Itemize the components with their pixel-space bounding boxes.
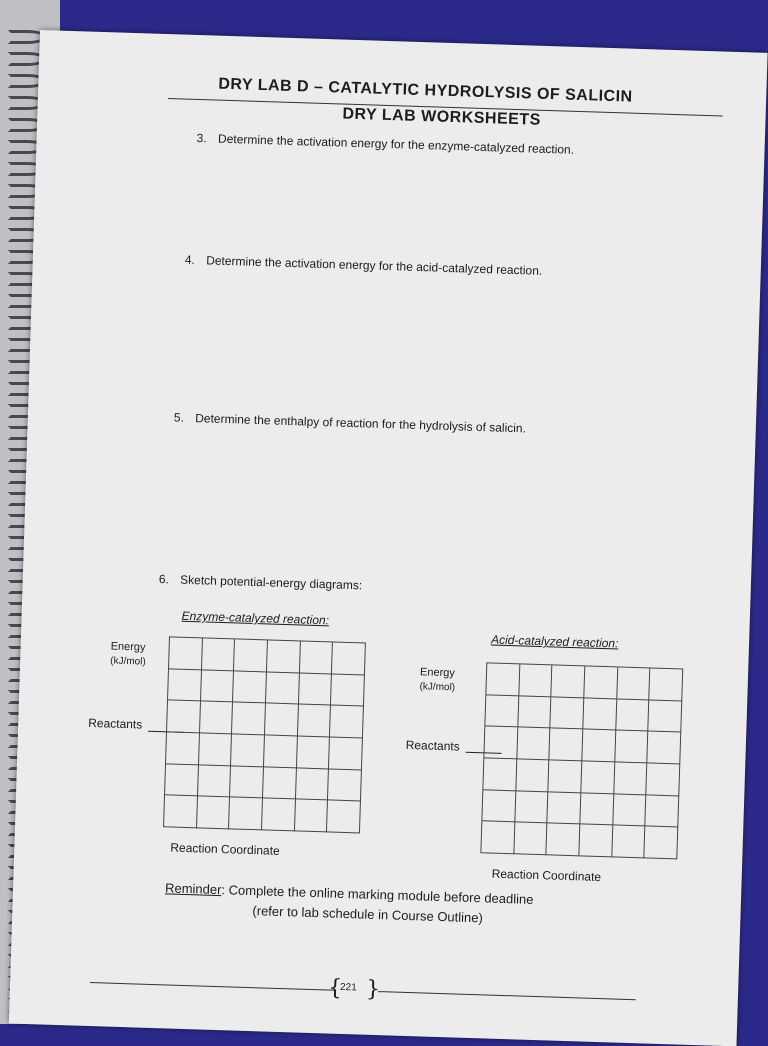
enzyme-diagram-title: Enzyme-catalyzed reaction: bbox=[181, 608, 330, 628]
page-subtitle: DRY LAB WORKSHEETS bbox=[342, 105, 542, 129]
question-text: Determine the activation energy for the acid-catalyzed reaction. bbox=[205, 253, 543, 278]
footer-rule-left bbox=[90, 982, 336, 991]
question-6 bbox=[159, 572, 363, 592]
question-number: 3. bbox=[196, 130, 207, 146]
acid-reactants-label: Reactants bbox=[405, 737, 460, 754]
question-number: 4. bbox=[184, 252, 196, 267]
footer-rule-right bbox=[378, 991, 636, 1000]
question-number: 5. bbox=[173, 410, 185, 425]
enzyme-energy-grid[interactable] bbox=[163, 636, 366, 833]
enzyme-y-label: Energy bbox=[110, 640, 146, 654]
question-text: Determine the enthalpy of reaction for the hydrolysis of salicin. bbox=[195, 411, 527, 436]
acid-x-label: Reaction Coordinate bbox=[491, 866, 602, 885]
question-text: Sketch potential-energy diagrams: bbox=[179, 572, 363, 593]
acid-y-label: Energy bbox=[419, 666, 456, 680]
page-title: DRY LAB D – CATALYTIC HYDROLYSIS OF SALICIN bbox=[218, 75, 633, 106]
enzyme-reactants-label: Reactants bbox=[88, 715, 143, 732]
enzyme-y-unit: (kJ/mol) bbox=[110, 655, 146, 668]
reminder-line-2: (refer to lab schedule in Course Outline) bbox=[252, 903, 484, 926]
question-5 bbox=[174, 410, 526, 435]
footer-brace-left: { bbox=[327, 975, 343, 1001]
question-number: 6. bbox=[158, 572, 170, 587]
reminder-label: Reminder bbox=[164, 880, 222, 898]
footer-brace-right: } bbox=[365, 976, 381, 1003]
acid-energy-grid[interactable] bbox=[480, 662, 683, 859]
question-text: Determine the activation energy for the enzyme-catalyzed reaction. bbox=[217, 131, 575, 157]
acid-diagram-title: Acid-catalyzed reaction: bbox=[490, 632, 619, 651]
enzyme-x-label: Reaction Coordinate bbox=[170, 840, 280, 858]
page-number: 221 bbox=[339, 981, 357, 994]
question-4 bbox=[185, 253, 543, 278]
reminder-text: : Complete the online marking module before deadline bbox=[221, 882, 534, 907]
acid-y-unit: (kJ/mol) bbox=[419, 681, 456, 694]
question-3 bbox=[196, 131, 574, 157]
worksheet-page bbox=[9, 30, 768, 1046]
reminder-line-1 bbox=[165, 880, 534, 907]
